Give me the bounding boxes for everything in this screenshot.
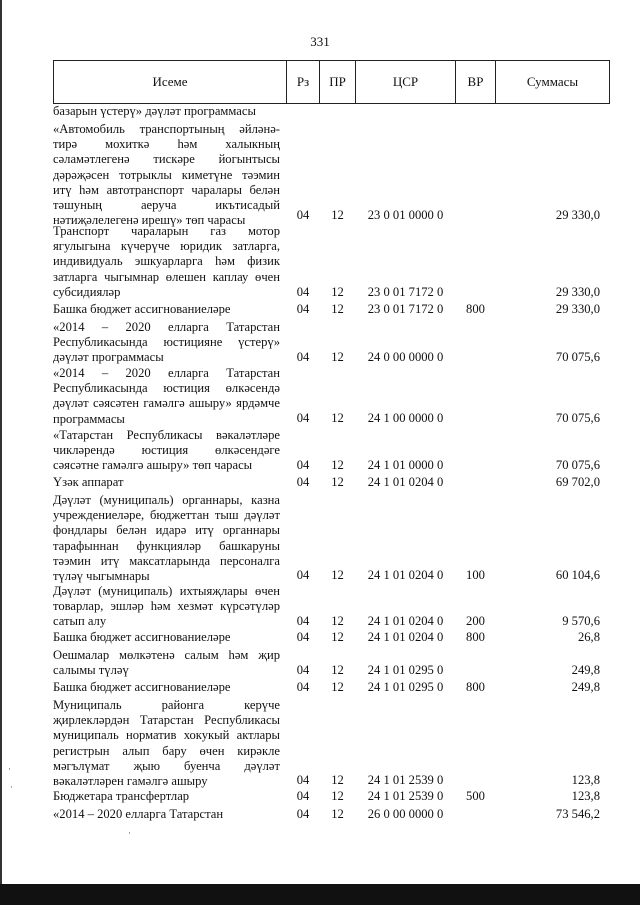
row-pr: 12 — [331, 302, 344, 316]
row-pr: 12 — [331, 614, 344, 628]
row-rz: 04 — [296, 789, 310, 803]
row-name: Муниципаль районга керүче җирлекләрдән Татарстан Республикасы муниципаль норматив хокукый актлары регистрын алып бару өчен кирәкле мәгълүмат җыю буенча дәүләт вәкаләтләрен гамәлгә ашыру — [53, 698, 280, 789]
row-rz: 04 — [296, 663, 310, 677]
row-rz: 04 — [296, 773, 310, 787]
row-rz: 04 — [296, 630, 310, 644]
page-number: 331 — [310, 34, 330, 49]
row-vr: 800 — [466, 302, 485, 316]
row-pr: 12 — [331, 773, 344, 787]
row-rz: 04 — [296, 302, 310, 316]
row-sum: 73 546,2 — [555, 807, 600, 821]
row-vr: 200 — [466, 614, 485, 628]
row-sum: 249,8 — [571, 663, 600, 677]
row-sum: 70 075,6 — [555, 411, 600, 425]
row-name: «2014 – 2020 елларга Татарстан — [53, 807, 224, 821]
row-name: Бюджетара трансфертлар — [53, 789, 190, 803]
row-pr: 12 — [331, 458, 344, 472]
row-csr: 24 1 01 0204 0 — [367, 568, 444, 582]
row-csr: 24 1 00 0000 0 — [367, 411, 444, 425]
row-vr: 800 — [466, 630, 485, 644]
row-rz: 04 — [296, 285, 310, 299]
row-csr: 24 1 01 2539 0 — [367, 789, 444, 803]
scan-bottom-edge — [0, 884, 640, 905]
row-pr: 12 — [331, 807, 344, 821]
scan-left-edge — [0, 0, 2, 905]
row-name: Дәүләт (муниципаль) органнары, казна учреждениеләре, бюджеттан тыш дәүләт фондлары белән идарә итү органнары тарафыннан функцияләр башкаруны тәэмин итү максатларында персоналга түләү чыгымнары — [53, 493, 280, 584]
row-csr: 24 1 01 0204 0 — [367, 614, 444, 628]
scan-speck: · — [8, 764, 11, 774]
row-pr: 12 — [331, 630, 344, 644]
row-sum: 70 075,6 — [555, 350, 600, 364]
row-pr: 12 — [331, 663, 344, 677]
header-pr: ПР — [319, 60, 356, 104]
row-pr: 12 — [331, 350, 344, 364]
row-sum: 70 075,6 — [555, 458, 600, 472]
row-csr: 24 0 00 0000 0 — [367, 350, 444, 364]
row-pr: 12 — [331, 789, 344, 803]
row-sum: 29 330,0 — [555, 285, 600, 299]
row-pr: 12 — [331, 285, 344, 299]
row-name: Башка бюджет ассигнованиеләре — [53, 630, 231, 644]
row-name: «Автомобиль транспортының әйләнә-тирә мохиткә һәм халыкның сәламәтлегенә тискәре йогынтысы дәрәҗәсен тотрыклы киметүне тәэмин итү һәм автотранспорт чаралары белән тәшуның аеруча икътисадый нәтиҗәлелегенә ирешү» төп чарасы — [53, 122, 280, 228]
header-vr: ВР — [455, 60, 496, 104]
row-vr: 500 — [466, 789, 485, 803]
row-csr: 24 1 01 0000 0 — [367, 458, 444, 472]
row-name: «2014 – 2020 елларга Татарстан Республикасында юстиция өлкәсендә дәүләт сәясәтен гамәлгә ашыру» ярдәмче программасы — [53, 366, 280, 426]
scan-speck: · — [128, 828, 131, 838]
row-rz: 04 — [296, 475, 310, 489]
row-csr: 24 1 01 0295 0 — [367, 663, 444, 677]
header-rz: Рз — [286, 60, 320, 104]
row-sum: 69 702,0 — [555, 475, 600, 489]
header-sum: Суммасы — [495, 60, 610, 104]
row-vr: 100 — [466, 568, 485, 582]
row-pr: 12 — [331, 475, 344, 489]
row-rz: 04 — [296, 350, 310, 364]
row-sum: 123,8 — [571, 789, 600, 803]
row-sum: 9 570,6 — [562, 614, 600, 628]
row-rz: 04 — [296, 614, 310, 628]
row-csr: 23 0 01 0000 0 — [367, 208, 444, 222]
row-name: «Татарстан Республикасы вәкаләтләре чикләрендә юстиция өлкәсендәге сәясәтне гамәлгә ашыру» төп чарасы — [53, 428, 280, 473]
row-name: «2014 – 2020 елларга Татарстан Республикасында юстицияне үстерү» дәүләт программасы — [53, 320, 280, 365]
row-name: Дәүләт (муниципаль) ихтыяҗлары өчен товарлар, эшләр һәм хезмәт күрсәтүләр сатып алу — [53, 584, 280, 629]
row-csr: 23 0 01 7172 0 — [367, 302, 444, 316]
scan-speck: · — [10, 782, 13, 792]
row-rz: 04 — [296, 680, 310, 694]
row-name: Оешмалар мөлкәтенә салым һәм җир салымы түләү — [53, 648, 280, 678]
row-pr: 12 — [331, 208, 344, 222]
row-rz: 04 — [296, 208, 310, 222]
row-rz: 04 — [296, 458, 310, 472]
row-pr: 12 — [331, 680, 344, 694]
row-name: Башка бюджет ассигнованиеләре — [53, 302, 231, 316]
row-sum: 29 330,0 — [555, 208, 600, 222]
row-csr: 24 1 01 0204 0 — [367, 475, 444, 489]
row-pr: 12 — [331, 568, 344, 582]
row-csr: 24 1 01 0204 0 — [367, 630, 444, 644]
row-name: Транспорт чараларын газ мотор ягулыгына күчерүче юридик затларга, индивидуаль эшкуарларга һәм физик затларга чыгымнар өлешен каплау өчен субсидияләр — [53, 224, 280, 299]
row-csr: 24 1 01 0295 0 — [367, 680, 444, 694]
row-sum: 26,8 — [577, 630, 600, 644]
row-name: Башка бюджет ассигнованиеләре — [53, 680, 231, 694]
row-sum: 249,8 — [571, 680, 600, 694]
row-rz: 04 — [296, 411, 310, 425]
row-sum: 60 104,6 — [555, 568, 600, 582]
row-rz: 04 — [296, 568, 310, 582]
row-name: базарын үстерү» дәүләт программасы — [53, 104, 256, 118]
row-pr: 12 — [331, 411, 344, 425]
header-name: Исеме — [53, 60, 287, 104]
row-sum: 29 330,0 — [555, 302, 600, 316]
row-sum: 123,8 — [571, 773, 600, 787]
row-name: Үзәк аппарат — [53, 475, 124, 489]
row-vr: 800 — [466, 680, 485, 694]
row-csr: 26 0 00 0000 0 — [367, 807, 444, 821]
row-rz: 04 — [296, 807, 310, 821]
row-csr: 24 1 01 2539 0 — [367, 773, 444, 787]
header-csr: ЦСР — [355, 60, 456, 104]
row-csr: 23 0 01 7172 0 — [367, 285, 444, 299]
